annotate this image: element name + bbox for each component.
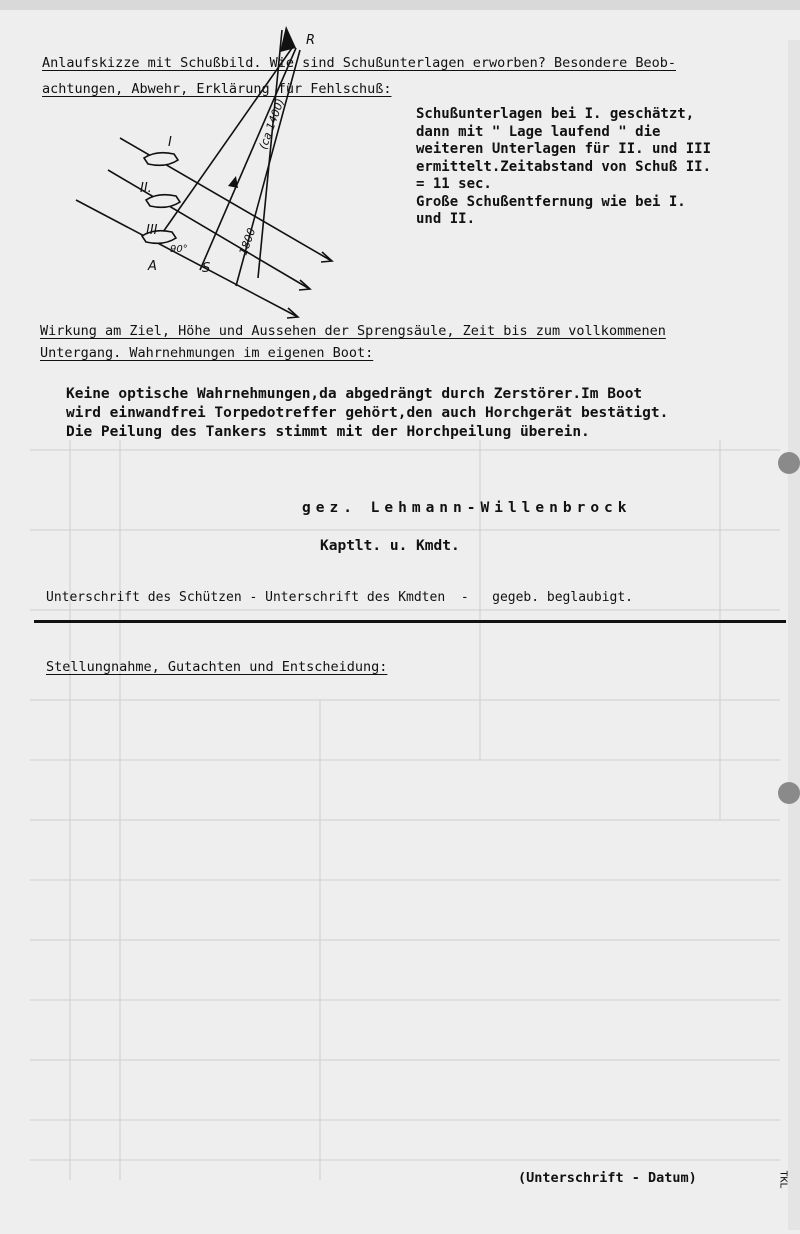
target-tracks (76, 138, 332, 318)
boat-mark (228, 176, 238, 188)
label-point-s: S (202, 261, 211, 276)
signature-caption: Unterschrift des Schützen - Unterschrift des Kmdten - gegeb. beglaubigt. (46, 590, 633, 605)
effect-heading-line-1: Wirkung am Ziel, Höhe und Aussehen der Sprengsäule, Zeit bis zum vollkommenen (40, 323, 666, 339)
commander-rank: Kaptlt. u. Kmdt. (320, 538, 460, 554)
signature-date-caption: (Unterschrift - Datum) (518, 1170, 697, 1186)
commander-signature-name: gez. Lehmann-Willenbrock (302, 500, 632, 516)
attack-sketch (60, 20, 360, 320)
label-ship-1: I (168, 135, 172, 150)
effect-heading (40, 320, 780, 364)
scan-top-edge (0, 0, 800, 10)
label-top-mark: R (306, 33, 316, 48)
margin-stamp: TKL (777, 1170, 789, 1189)
sketch-heading-line-2: achtungen, Abwehr, Erklärung für Fehlschuß: (42, 81, 392, 97)
label-point-a: A (148, 259, 157, 274)
punch-hole-upper (778, 452, 800, 474)
boat-top-mark (280, 26, 296, 52)
section-divider (34, 620, 786, 623)
label-distance-1: 1800 (236, 226, 259, 258)
statement-heading: Stellungnahme, Gutachten und Entscheidung: (46, 659, 388, 675)
sketch-heading-line-1: Anlaufskizze mit Schußbild. Wie sind Schußunterlagen erworben? Besondere Beob- (42, 55, 676, 71)
label-distance-2: (ca 1400) (256, 96, 287, 152)
punch-hole-lower (778, 782, 800, 804)
firing-data-note: Schußunterlagen bei I. geschätzt, dann mit " Lage laufend " die weiteren Unterlagen für II. und III ermittelt.Zeitabstand von Schuß II. = 11 sec. Große Schußentfernung wie bei I. und II. (416, 106, 712, 227)
effect-observations: Keine optische Wahrnehmungen,da abgedrängt durch Zerstörer.Im Boot wird einwandfrei Torpedotreffer gehört,den auch Horchgerät bestätigt. Die Peilung des Tankers stimmt mit der Horchpeilung überein. (66, 386, 669, 440)
label-ship-2: II. (140, 181, 152, 196)
effect-heading-line-2: Untergang. Wahrnehmungen im eigenen Boot: (40, 345, 374, 361)
label-ship-3: III (146, 223, 158, 238)
label-angle: 90° (170, 244, 188, 255)
